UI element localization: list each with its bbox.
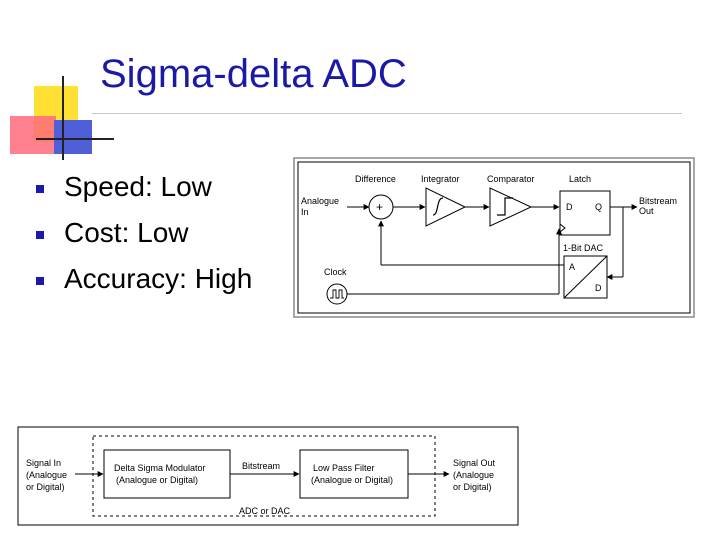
dac-label: 1-Bit DAC	[563, 243, 604, 253]
signal-in-label-3: or Digital)	[26, 482, 65, 492]
latch-q-label: Q	[595, 202, 603, 212]
latch-block	[560, 191, 610, 235]
deco-blue-square	[54, 120, 92, 154]
signal-in-label: Signal In	[26, 458, 62, 468]
filter-label: Low Pass Filter	[313, 463, 375, 473]
bullet-square-icon	[36, 277, 44, 285]
signal-out-label-3: or Digital)	[453, 482, 492, 492]
bullet-square-icon	[36, 231, 44, 239]
bullet-list	[36, 164, 252, 302]
latch-label: Latch	[569, 174, 592, 184]
bullet-square-icon	[36, 185, 44, 193]
bullet-item	[36, 256, 252, 302]
analogue-in-label: Analogue	[301, 196, 340, 206]
adc-dac-caption: ADC or DAC	[239, 506, 291, 516]
signal-in-label-2: (Analogue	[26, 470, 68, 480]
title-rule	[92, 113, 682, 114]
dac-d-label: D	[595, 283, 602, 293]
latch-d-label: D	[566, 202, 573, 212]
bullet-text: Accuracy: High	[64, 263, 253, 294]
deco-vertical-line	[62, 76, 64, 160]
signal-out-label-2: (Analogue	[453, 470, 495, 480]
modulator-block	[104, 450, 230, 498]
bitstream-out-label: Bitstream	[639, 196, 678, 206]
filter-sublabel: (Analogue or Digital)	[311, 475, 394, 485]
plus-sign: +	[376, 200, 384, 214]
bitstream-out-label-2: Out	[639, 206, 654, 216]
bullet-text: Cost: Low	[64, 217, 189, 248]
slide-title: Sigma-delta ADC	[100, 52, 407, 96]
dac-a-label: A	[569, 262, 576, 272]
bullet-item	[36, 164, 252, 210]
block-diagram	[17, 426, 519, 526]
filter-block	[300, 450, 408, 498]
bullet-text: Speed: Low	[64, 171, 212, 202]
clock-label: Clock	[324, 267, 347, 277]
clock-icon	[327, 284, 347, 304]
modulator-diagram	[293, 157, 695, 319]
analogue-in-label-2: In	[301, 207, 309, 217]
bitstream-label: Bitstream	[242, 461, 281, 471]
modulator-label: Delta Sigma Modulator	[114, 463, 206, 473]
signal-out-label: Signal Out	[453, 458, 496, 468]
deco-horizontal-line	[36, 138, 114, 140]
difference-label: Difference	[355, 174, 396, 184]
deco-red-square	[10, 116, 56, 154]
bullet-item	[36, 210, 252, 256]
integrator-label: Integrator	[421, 174, 460, 184]
modulator-sublabel: (Analogue or Digital)	[116, 475, 199, 485]
comparator-label: Comparator	[487, 174, 535, 184]
